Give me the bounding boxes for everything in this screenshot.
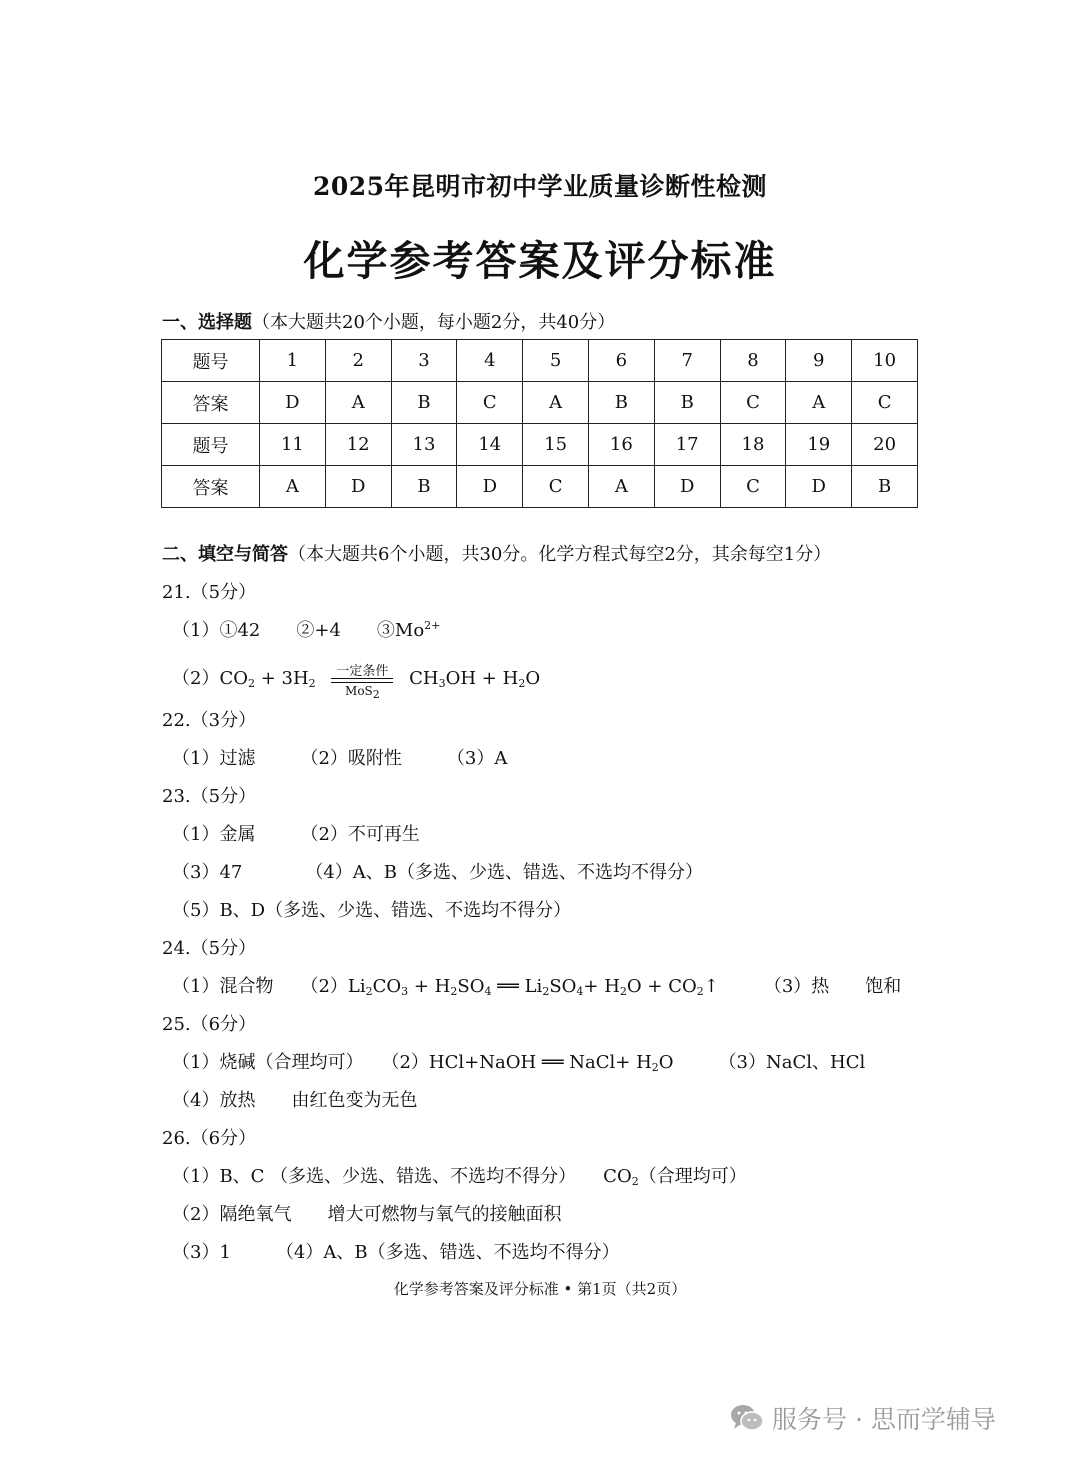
question-24-heading: 24.（5分） (162, 938, 257, 959)
q21-line1-text: （1）①42 ②+4 ③Mo (172, 620, 425, 641)
table-cell: A (786, 382, 852, 424)
q24-part2: （3）热 饱和 (718, 976, 902, 997)
table-cell: 19 (786, 424, 852, 466)
eq21-left: $(2)CO_2 + 3H_2$ (172, 668, 316, 690)
question-22-heading: 22.（3分） (162, 710, 257, 731)
table-cell: D (654, 466, 720, 508)
exam-subtitle: 2025年昆明市初中学业质量诊断性检测 (312, 172, 768, 201)
table-cell: A (325, 382, 391, 424)
table-cell: B (654, 382, 720, 424)
q24-part1: （1）混合物 （2） (172, 976, 348, 997)
table-cell: 3 (391, 340, 457, 382)
table-cell: 14 (457, 424, 523, 466)
table-cell: 8 (720, 340, 786, 382)
table-cell: C (852, 382, 918, 424)
table-cell: 7 (654, 340, 720, 382)
table-row (162, 340, 918, 382)
question-26-line-3: （3）1 （4）A、B（多选、错选、不选均不得分） (172, 1242, 620, 1263)
page-footer: 化学参考答案及评分标准 • 第1页（共2页） (393, 1280, 687, 1298)
answer-table (161, 339, 918, 508)
question-23-line-2: （3）47 （4）A、B（多选、少选、错选、不选均不得分） (172, 862, 704, 883)
watermark (730, 1400, 996, 1436)
table-cell: D (786, 466, 852, 508)
table-row (162, 424, 918, 466)
q25-part2: O （3）NaCl、HCl (658, 1052, 866, 1073)
q26-part1: （1）B、C （多选、少选、错选、不选均不得分） CO (172, 1166, 632, 1187)
wechat-icon (730, 1403, 764, 1433)
q26-part2: （合理均可） (638, 1166, 747, 1187)
table-cell: 2 (325, 340, 391, 382)
table-cell: C (720, 382, 786, 424)
table-cell: 18 (720, 424, 786, 466)
q21-charge: 2+ (424, 619, 441, 632)
question-24-line-1 (172, 972, 901, 998)
table-cell: 10 (852, 340, 918, 382)
question-25-line-1: （1）烧碱（合理均可） （2）HCl+NaOH ══ NaCl+ $H_2O$ （3）NaCl、HCl (172, 1052, 866, 1074)
table-cell: B (852, 466, 918, 508)
question-22-line-1: （1）过滤 （2）吸附性 （3）A (172, 748, 508, 769)
table-cell: 9 (786, 340, 852, 382)
table-cell: 11 (260, 424, 326, 466)
table-cell: 12 (325, 424, 391, 466)
table-cell: 4 (457, 340, 523, 382)
table-cell: 16 (588, 424, 654, 466)
double-line-top (331, 678, 393, 679)
section-1-heading (162, 308, 615, 334)
q25-part1: （1）烧碱（合理均可） （2）HCl+NaOH ══ NaCl+ H (172, 1052, 652, 1073)
row-label: 题号 (162, 340, 260, 382)
page-title: 化学参考答案及评分标准 (303, 237, 777, 285)
question-21-line-1 (172, 616, 440, 642)
eq21-right: $CH_3OH + H_2O$ (409, 668, 541, 690)
question-25-line-2: （4）放热 由红色变为无色 (172, 1090, 418, 1111)
double-line-bottom (331, 682, 393, 683)
table-cell: 5 (523, 340, 589, 382)
table-cell: B (588, 382, 654, 424)
table-cell: A (260, 466, 326, 508)
table-cell: 15 (523, 424, 589, 466)
section-1-label: 一、选择题 (162, 312, 252, 333)
table-cell: D (325, 466, 391, 508)
question-23-line-3: （5）B、D（多选、少选、错选、不选均不得分） (172, 900, 572, 921)
row-label: 答案 (162, 466, 260, 508)
row-label: 答案 (162, 382, 260, 424)
question-23-heading: 23.（5分） (162, 786, 257, 807)
watermark-text: 服务号 · 思而学辅导 (772, 1405, 996, 1434)
table-cell: A (588, 466, 654, 508)
table-cell: D (457, 466, 523, 508)
table-cell: B (391, 466, 457, 508)
section-2-label: 二、填空与简答 (162, 544, 288, 565)
eq24: $Li_2CO_3 + H_2SO_4$ ══ $Li_2SO_4+ H_2O$ + $CO_2↑$ (347, 976, 719, 998)
question-26-line-2: （2）隔绝氧气 增大可燃物与氧气的接触面积 (172, 1204, 562, 1225)
question-26-line-1: （1）B、C （多选、少选、错选、不选均不得分） $CO_2$（合理均可） (172, 1166, 747, 1188)
table-row (162, 466, 918, 508)
condition-top: 一定条件 (336, 664, 389, 679)
question-21-heading: 21.（5分） (162, 582, 257, 603)
section-2-heading (162, 540, 831, 566)
question-21-equation (172, 660, 541, 701)
table-row (162, 382, 918, 424)
table-cell: 20 (852, 424, 918, 466)
reaction-condition (331, 660, 393, 701)
condition-catalyst: MoS$_2$ (345, 684, 380, 701)
question-25-heading: 25.（6分） (162, 1014, 257, 1035)
table-cell: B (391, 382, 457, 424)
table-cell: C (457, 382, 523, 424)
table-cell: 1 (260, 340, 326, 382)
table-cell: C (720, 466, 786, 508)
section-1-note: （本大题共20个小题，每小题2分，共40分） (252, 312, 616, 333)
table-cell: A (523, 382, 589, 424)
table-cell: D (260, 382, 326, 424)
table-cell: 6 (588, 340, 654, 382)
question-26-heading: 26.（6分） (162, 1128, 257, 1149)
table-cell: 17 (654, 424, 720, 466)
table-cell: 13 (391, 424, 457, 466)
section-2-note: （本大题共6个小题，共30分。化学方程式每空2分，其余每空1分） (288, 544, 832, 565)
question-23-line-1: （1）金属 （2）不可再生 (172, 824, 420, 845)
row-label: 题号 (162, 424, 260, 466)
table-cell: C (523, 466, 589, 508)
